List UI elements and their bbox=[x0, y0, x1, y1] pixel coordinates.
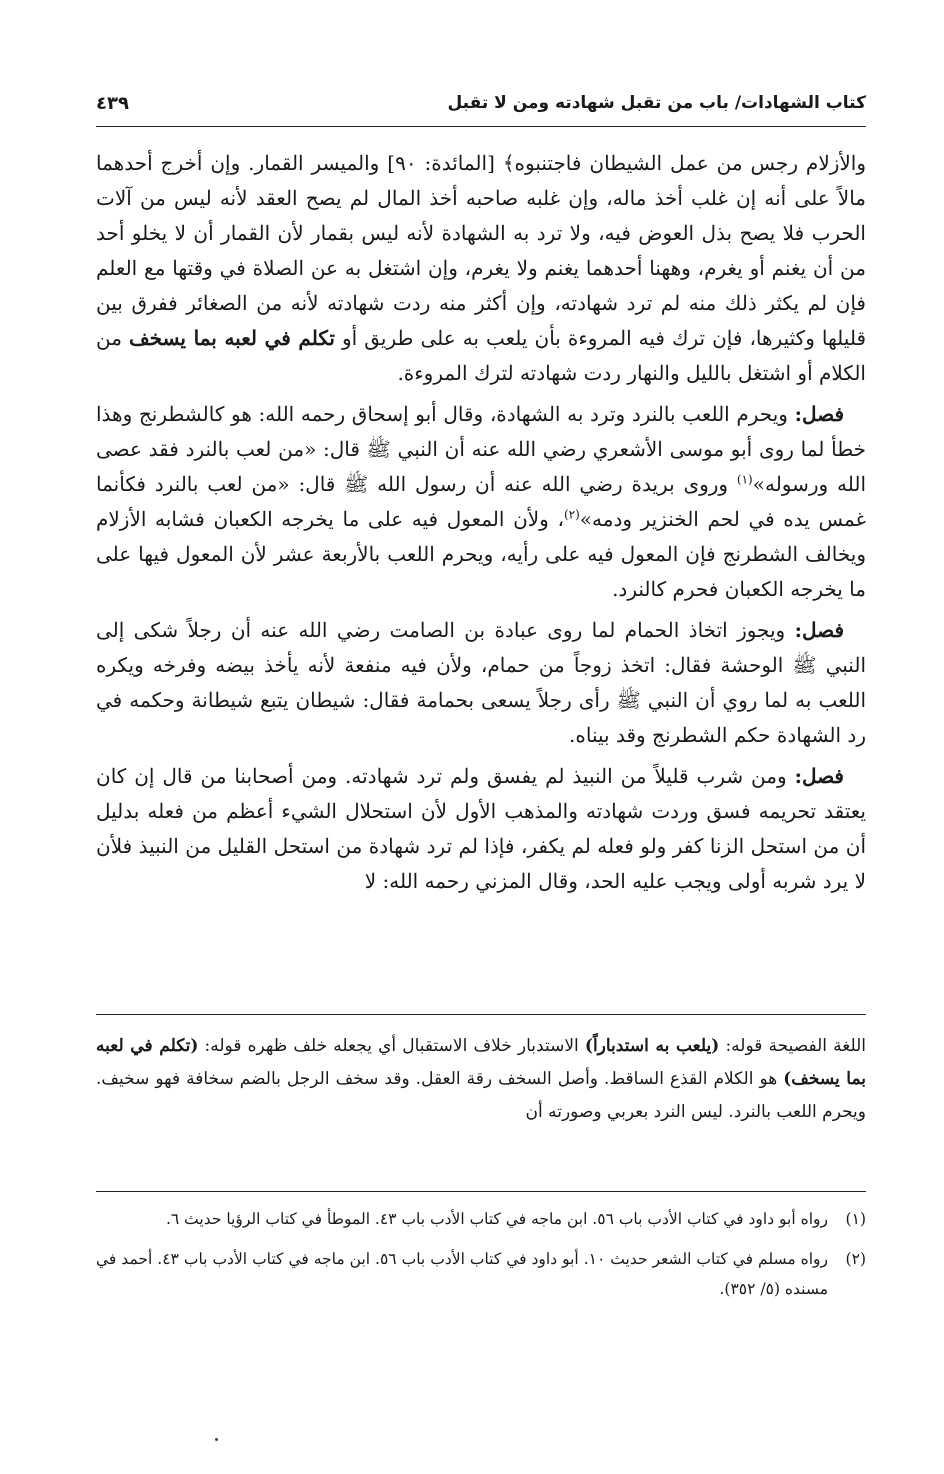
paragraph-2: فصل: ويحرم اللعب بالنرد وترد به الشهادة، وقال أبو إسحاق رحمه الله: هو كالشطرنج وهذا خطأ لما روى أبو موسى الأشعري رضي الله عنه أن النبي ﷺ قال: «من لعب بالنرد فقد عصى الله ورسوله»$^{(١)}$ وروى بريدة رضي الله عنه أن رسول الله ﷺ قال: «من لعب بالنرد فكأنما غمس يده في لحم الخنزير ودمه»$^{(٢)}$، ولأن المعول فيه على ما يخرجه الكعبان فشابه الأزلام ويخالف الشطرنج فإن المعول فيه على رأيه، ويحرم اللعب بالأربعة عشر لأن المعول فيها على ما يخرجه الكعبان فحرم كالنرد. bbox=[96, 402, 867, 601]
gloss-commentary: اللغة الفصيحة قوله: (يلعب به استدباراً) الاستدبار خلاف الاستقبال أي يجعله خلف ظهره قوله: (تكلم في لعبه بما يسخف) هو الكلام القذع الساقط. وأصل السخف رقة العقل. وقد سخف الرجل بالضم سخافة فهو سخيف. ويحرم اللعب بالنرد. ليس النرد بعربي وصورته أن bbox=[96, 1036, 867, 1122]
footnote-text: رواه أبو داود في كتاب الأدب باب ٥٦. ابن ماجه في كتاب الأدب باب ٤٣. الموطأ في كتاب الرؤيا حديث ٦. bbox=[165, 1210, 828, 1228]
footnote-number: (١) bbox=[845, 1210, 866, 1228]
running-header bbox=[96, 86, 866, 120]
gloss-rule bbox=[96, 1014, 866, 1015]
gloss-term: (يلعب به استدباراً) bbox=[584, 1036, 720, 1056]
scan-speck bbox=[215, 1438, 218, 1441]
footnote-number: (٢) bbox=[845, 1250, 866, 1268]
bold-phrase: تكلم في لعبه بما يسخف bbox=[128, 326, 335, 350]
footnote-1 bbox=[96, 1204, 866, 1234]
paragraph-4: فصل: ومن شرب قليلاً من النبيذ لم يفسق ولم ترد شهادته. ومن أصحابنا من قال إن كان يعتقد تحريمه فسق وردت شهادته والمذهب الأول لأن استحلال الشيء أعظم من فعله بدليل أن من استحل الزنا كفر ولو فعله لم يكفر، فإذا لم ترد شهادة من استحل القليل من النبيذ فلأن لا يرد شربه أولى ويجب عليه الحد، وقال المزني رحمه الله: لا bbox=[96, 764, 866, 893]
footnote-rule bbox=[96, 1191, 866, 1192]
gloss-term: (تكلم في لعبه بما يسخف) bbox=[96, 1036, 867, 1089]
paragraph-3: فصل: ويجوز اتخاذ الحمام لما روى عبادة بن الصامت رضي الله عنه أن رجلاً شكى إلى النبي ﷺ الوحشة فقال: اتخذ زوجاً من حمام، ولأن فيه منفعة لأنه يأخذ بيضه وفرخه ويكره اللعب به لما روي أن النبي ﷺ رأى رجلاً يسعى بحمامة فقال: شيطان يتبع شيطانة وحكمه في رد الشهادة حكم الشطرنج وقد بيناه. bbox=[96, 618, 866, 747]
footnote-2 bbox=[96, 1244, 866, 1304]
section-lead: فصل: bbox=[794, 402, 845, 426]
footnote-ref-1: (١) bbox=[736, 472, 753, 487]
running-title: كتاب الشهادات/ باب من تقبل شهادته ومن لا تقبل bbox=[447, 93, 866, 113]
footnote-text: رواه مسلم في كتاب الشعر حديث ١٠. أبو داود في كتاب الأدب باب ٥٦. ابن ماجه في كتاب الأدب باب ٤٣. أحمد في مسنده (٥/ ٣٥٢). bbox=[96, 1250, 828, 1298]
paragraph-1: والأزلام رجس من عمل الشيطان فاجتنبوه﴾ [المائدة: ٩٠] والميسر القمار. وإن أخرج أحدهما مالاً على أنه إن غلب أخذ ماله، وإن غلبه صاحبه أخذ المال لم يصح العقد لأنه ليس من آلات الحرب فلا يصح بذل العوض فيه، ولا ترد به الشهادة لأنه ليس بقمار لأن القمار أن لا يخلو أحد من أن يغنم أو يغرم، وههنا أحدهما يغنم ولا يغرم، وإن اشتغل به عن الصلاة في وقتها مع العلم فإن لم يكثر ذلك منه لم ترد شهادته، وإن أكثر منه ردت شهادته لأنه من الصغائر ففرق بين قليلها وكثيرها، فإن ترك فيه المروءة بأن يلعب به على طريق أو تكلم في لعبه بما يسخف من الكلام أو اشتغل بالليل والنهار ردت شهادته لترك المروءة. bbox=[96, 151, 867, 385]
header-rule bbox=[96, 126, 866, 127]
main-text bbox=[96, 146, 866, 899]
section-lead: فصل: bbox=[794, 764, 844, 788]
footnote-ref-2: (٢) bbox=[563, 507, 580, 522]
footnotes bbox=[96, 1204, 866, 1304]
page-number: ٤٣٩ bbox=[96, 92, 129, 114]
section-lead: فصل: bbox=[794, 618, 845, 642]
